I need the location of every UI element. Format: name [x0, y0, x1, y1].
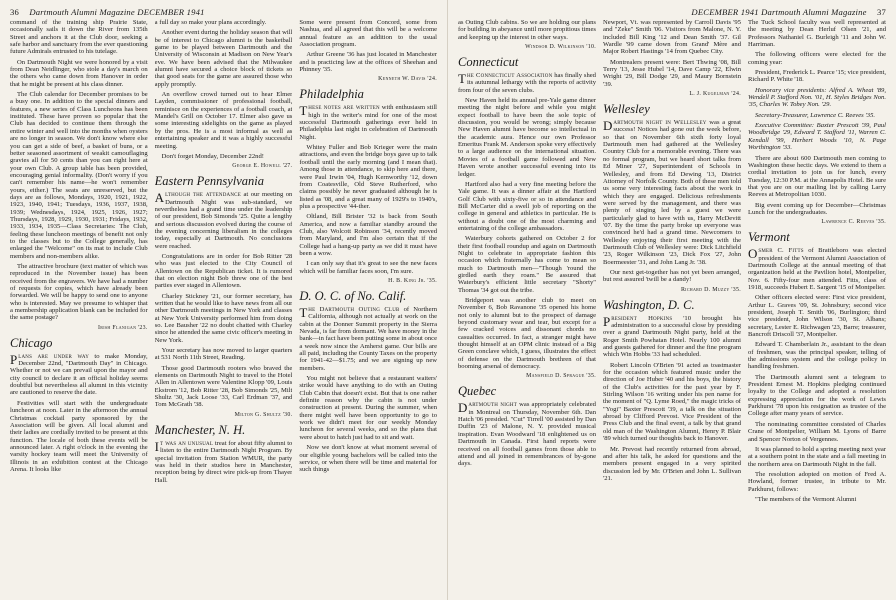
column-3	[299, 19, 437, 597]
paragraph: Bridgeport was another club to meet on November 6, Bob Ravanone '35 opened his home not only to alumni but to the prospect of damage beyond customary wear and tear, but except for a few cracked voices and dissonant chords no casualties occurred. In fact, a stranger might have thought himself at an OPM clinic instead of a Big Green conclave which, I guess, illustrates the effect of defense on the Dartmouth brethren of that booming arsenal of democracy.	[458, 297, 596, 371]
column-1	[10, 19, 148, 597]
lead-paragraph: Although the attendance at our meeting on Dartmouth Night was sub-standard, we nevertheless had a grand time under the leadership of our president, Bob Simonds '25. Quite a lengthy and serious discussion evolved during the course of the evening concerning liberalism in the colleges today, especially at Dartmouth. No conclusions were reached.	[154, 190, 293, 250]
paragraph: Montrealers present were: Bert Thwing '08, Bill Terry '13, Jesse Hubel '14, Dave Camp '22, Elwin Wright '29, Bill Dodge '29, and Maury Bornstein '39.	[603, 58, 741, 88]
lead-caps: lans are under way	[18, 352, 90, 360]
paragraph: Charley Stickney '21, our former secretary, has written that he would like to have news from all our other Dartmouth meetings in New York and classes at New York University performed him from doing so. Lee Bausher '22 no doubt chatted with Charley since he attended the same civic officer's meeting in New York.	[154, 292, 293, 344]
signature: Windsor D. Wilkinson '10.	[525, 44, 596, 51]
lead-paragraph: The Dartmouth Outing Club of Northern California, although not actually at work on the cabin at the Donner Summit property in the Sierra Nevada, is far from dormant. We have money in the bank—in fact have been putting some in about once a week now since the Amherst game. Our bills are all paid, including the County Taxes on the property for 1941-42—$1.75; and we are signing up new members.	[299, 304, 437, 372]
signature: Mansfield D. Sprague '35.	[526, 373, 596, 380]
paragraph: Oltland, Bill Brister '32 is back from South America, and now a familiar standby around the Club, also Wolcott Robinson '34, recently moved from Maryland, and I'm also certain that if the College had a hang-up party as we did it must have been a wow.	[299, 213, 437, 257]
paragraph: Other officers elected were: First vice president, Arthur L. Graves '09, St. Johnsbury; second vice president, Joseph T. Smith '06, Burlington; third vice president, John Wilson '30, St. Albans; secretary, Lester E. Richwagen '23, Barre; treasurer, Bancroft Driscoll '37, Montpelier.	[748, 294, 886, 339]
paragraph: Hartford also had a very fine meeting before the Yale game. It was a dinner affair at the Hartford Golf Club with sixty-five or so in attendance and Bill McCarter did a swell job of reporting on the college in general and athletics in particular. He is without a doubt one of the most charming and entertaining of the college ambassadors.	[458, 180, 596, 232]
issue-date: DECEMBER 1941	[137, 7, 205, 17]
lead-paragraph: It was an unusual treat for about fifty alumni to listen to the entire Dartmouth Night Program. By special invitation from Station WMUR, the party was held in their studios here in Manchester, reception being by direct wire pick-up from Thayer Hall.	[154, 438, 293, 484]
column-grid	[458, 19, 886, 597]
lead-text: has finally shed its autumnal lethargy with the reports of activity from four of the seven clubs.	[458, 72, 596, 94]
lead-paragraph: These notes are written with enthusiasm still high in the writer's mind for one of the most successful Dartmouth gatherings ever held in Philadelphia last night in celebration of Dartmouth Night.	[299, 103, 437, 141]
column-2	[603, 19, 741, 597]
column-2	[155, 19, 293, 597]
section-heading-vermont: Vermont	[748, 230, 790, 245]
paragraph: President, Frederick L. Pearce '15; vice president, Richard P. White '18.	[748, 69, 886, 84]
column-3	[748, 19, 886, 597]
lead-text: of Brattleboro was elected president of the Vermont Alumni Association of Dartmouth College at the annual meeting of that organization held at the Pavilion hotel, Montpelier, Nov. 6. Fifty-four men attended. Fitts, class of 1918, succeeds Hubert E. Sargent '15 of Montpelier.	[748, 247, 886, 291]
paragraph: as Outing Club cabins. So we are holding our plans for building in abeyance until more propitious times and keeping up the interest in other ways.	[458, 19, 596, 41]
section-heading-eastern-pennsylvania: Eastern Pennsylvania	[154, 174, 265, 189]
signature: Milton G. Shultz '30.	[234, 411, 293, 418]
lead-text: to make Monday, December 22nd, "Dartmouth Day" in Chicago. Whether or not we can prevail upon the mayor and city council to declare it an official holiday seems doubtful but nevertheless all alumni in this vicinity are cautioned to reserve the date.	[10, 352, 148, 397]
paragraph: Arthur Greene '36 has just located in Manchester and is practicing law at the offices of Sheehan and Phinney '35.	[299, 51, 437, 74]
lead-caps: smer C. Fitts	[758, 247, 804, 255]
signature: Richard D. Muzzy '35.	[680, 286, 741, 293]
magazine-title: Dartmouth Alumni Magazine	[761, 7, 867, 17]
issue-date: DECEMBER 1941	[691, 7, 759, 17]
signature: George E. Howell '27.	[232, 163, 293, 170]
signature: Lawrence C. Reeves '35.	[821, 219, 886, 226]
lead-text: was a great success! Notices had gone out the week before, so that on November 6th sixth forty loyal Dartmouth men had gathered at the Wellesley Country Club for a memorable evening. There was no formal program, but we heard short talks from Ed Miner '27, Superintendent of Schools in Wellesley, and from Ed Dewing '13, District Attorney of Norfolk County. Both of these men told us some very interesting facts about the work in which they are engaged. Delicious refreshments were served by the management, and there was plenty of singing led by a guest we were particularly glad to have with us, Harry McDevitt '07. By the time the party broke up everyone was convinced he'd had a grand time. Newcomers to Wellesley enjoying their first meeting with the Dartmouth Club of Wellesley were: Dick Litchfield '23, Roger Wilkinson '23, Dick Fox '27, John Boermeester '31, and John Lang Jr. '38.	[603, 119, 741, 266]
paragraph: The nominating committee consisted of Charles Crane of Montpelier, William M. Lyons of Barre and Spencer Norton of Vergennes.	[748, 420, 886, 443]
paragraph: Whitey Fuller and Bob Krieger were the main attractions, and even the bridge boys gave up to talk football until the early morning (and I mean that). Among those in attendance, to skip here and there, were Paul Irwin '04, Hugh Kernworthy '12, down from Coatesville, Old Steve Rutherford, who claims possibly he never graduated although he is listed as '08, and a great many of 1929's to 1940's, plus a prospective '44-ther.	[299, 144, 437, 210]
paragraph: The Tuck School faculty was well represented at the meeting by Dean Herluf Olsen '21, and Professors Nathaniel G. Burleigh '11 and John W. Harriman.	[748, 19, 886, 49]
lead-text: of Northern California, although not actually at work on the cabin at the Donner Summit property in the Sierra Nevada, is far from dormant. We have money in the bank—in fact have been putting some in about once a week now since the Amherst game. Our bills are all paid, including the County Taxes on the property for 1941-42—$1.75; and we are signing up new members.	[299, 305, 437, 372]
paragraph: You might not believe that a restaurant waiters' strike would have anything to do with an Outing Club Cabin that doesn't exist. But that is one rather definite reason why the cabin is not under construction at present. During the summer, when there might well have been opportunity to go to work we didn't meet for our weekly Monday luncheon for several weeks, and so the plans that were about to hatch just had to sit and wait.	[299, 375, 437, 441]
paragraph: On Dartmouth Night we were honored by a visit from Dean Neidlinger, who stole a day's march on the others who came down from Hanover in order that he might be present at his class dinner.	[10, 58, 148, 88]
paragraph: a full day so make your plans accordingly.	[154, 19, 267, 26]
paragraph: The following officers were elected for the coming year:	[748, 51, 886, 66]
paragraph: There are about 600 Dartmouth men coming to Washington these hectic days. We extend to them a cordial invitation to join us for lunch, every Tuesday, 12:30 P.M. at the Annapolis Hotel. Be sure that you are on our mailing list by calling Larry Reeves at Metropolitan 1030.	[748, 154, 886, 199]
paragraph: Festivities will start with the undergraduate luncheon at noon. Later in the afternoon the annual Christmas cocktail party sponsored by the Association will be given. All local alumni and their ladies are cordially invited to be present at this function. The locale of both these events will be announced later. A right o'clock in the evening the varsity hockey team will meet the University of Illinois in an exhibition contest at the Chicago Arena. It looks like	[10, 399, 148, 473]
page-number: 36	[10, 7, 19, 17]
paragraph: Robert Lincoln O'Brien '91 acted as toastmaster for the occasion which featured music under the direction of Joe Huber '40 and his boys, the history of the Club's activities for the past year by F. Stirling Wilson '16 writing under his pen name for the moment of "Q. Lyme Roed," the magic tricks of "Yogi" Baxter Prescott '39, a talk on the situation abroad by Clifford Prevost. Vice President of the Press Club and the final event, a talk by that grand old man of the Washington Alumni, Henry P. Blair '89 which turned our thoughts back to Hanover.	[603, 361, 741, 443]
paragraph: It was planned to hold a spring meeting next year at a southern point in the state and a fall meeting in the northern area on Dartmouth Night in the fall.	[748, 445, 886, 468]
paragraph: Executive Committee: Baxter Prescott '39, Paul Woodbridge '29, Edward T. Stafford '11, Warren C. Kendall '99, Herbert Woods '10, N. Page Worthington '33.	[748, 122, 886, 152]
page-header	[10, 5, 437, 19]
page-number: 37	[877, 7, 886, 17]
lead-paragraph: Osmer C. Fitts of Brattleboro was elected president of the Vermont Alumni Association of Dartmouth College at the annual meeting of that organization held at the Pavilion hotel, Montpelier, Nov. 6. Fifty-four men attended. Fitts, class of 1918, succeeds Hubert E. Sargent '15 of Montpelier.	[748, 246, 886, 291]
lead-caps: t was an unusual	[160, 439, 214, 447]
paragraph: Edward T. Chamberlain Jr., assistant to the dean of freshmen, was the principal speaker, telling of the admissions system and the college policy in handling freshmen.	[748, 341, 886, 371]
paragraph: Newport, Vt. was represented by Carroll Davis '95 and "Zeke" Smith '06. Visitors from Malone, N. Y. included Bill King '12 and Dean Smith '37. Gil Wardle '99 came down from Grand' Mère and Major Robert Hastings '14 from Quebec City.	[603, 19, 741, 56]
lead-caps: artmouth night in Wellesley	[613, 119, 707, 127]
paragraph: Waterbury cohorts gathered on October 2 for their first football roundup and again on Dartmouth Night to celebrate in appropriate fashion this occasion which fraternally has come to mean so much to Dartmouth men—"Though 'round the girdled earth they roam." Be assured that Waterbury's efficient little secretary "Shorty" Thomas '34 got out the tribe.	[458, 235, 596, 294]
paragraph: command of the training ship Prairie State, occasionally sails it down the River from 135th Street and anchors it at the Club door, seeking a safe harbor and sanctuary from the ever questioning future Admirals entrusted to his tutelage.	[10, 19, 148, 56]
paragraph: Some were present from Concord, some from Nashua, and all agreed that this will be a welcome annual feature as an addition to the usual Association program.	[299, 19, 437, 49]
lead-text: '10 brought his administration to a successful close by presiding over a grand Dartmouth Night party, held at the Roger Smith Powhatan Hotel. Nearly 100 alumni and guests gathered for dinner and the fine program which Win Hobbs '33 had scheduled.	[603, 314, 741, 359]
paragraph: Another event during the holiday season that will be of interest to Chicago alumni is the basketball game to be played between Dartmouth and the University of Wisconsin at Madison on New Year's eve. We have been advised that the Milwaukee alumni have secured a choice block of tickets so that good seats for the game are assured those who apply promptly.	[154, 29, 293, 88]
paragraph: The attractive brochure (text matter of which was reproduced in the November issue) has been received from the engravers. We have had a number of requests for copies, which have already been forwarded. We will be happy to send one to anyone who is interested. May we presume to whisper that a membership application blank can be included for the same postage?	[10, 263, 148, 322]
section-heading-quebec: Quebec	[458, 384, 497, 399]
lead-text: was appropriately celebrated in Montreal on Thursday, November 6th. Dan Hatch '06 presided. "Cut" Tirrell '00 assisted by Dan Duffin '23 of Malone, N. Y. provided musical inspiration. Evan Woodward '18 enlightened us on Dartmouth in Canada. First hand reports were received on all football games from those able to attend and all joined in remembrances of by-gone days.	[458, 401, 596, 468]
magazine-title: Dartmouth Alumni Magazine	[29, 7, 135, 17]
paragraph: Your secretary has now moved to larger quarters at 531 North 11th Street, Reading.	[154, 347, 293, 362]
lead-caps: resident Hopkins	[611, 314, 673, 322]
signature: L. J. Kugelman '24.	[689, 91, 741, 98]
lead-caps: he Connecticut Association	[466, 72, 553, 80]
lead-text: with enthusiasm still high in the writer's mind for one of the most successful Dartmouth gatherings ever held in Philadelphia last night in celebration of Dartmouth Night.	[299, 104, 437, 141]
signature: Irish Flanigan '23.	[98, 324, 148, 331]
paragraph: An overflow crowd turned out to hear Elmer Layden, commissioner of professional football, reminisce on the experiences of a football coach, at Mandel's Grill on October 17. Elmer also gave us some interesting sidelights on the game as played by the pros. He is a most informal as well as entertaining speaker and it was a highly successful meeting.	[154, 91, 293, 150]
lead-paragraph: Dartmouth night was appropriately celebrated in Montreal on Thursday, November 6th. Dan Hatch '06 presided. "Cut" Tirrell '00 assisted by Dan Duffin '23 of Malone, N. Y. provided musical inspiration. Evan Woodward '18 enlightened us on Dartmouth in Canada. First hand reports were received on all football games from those able to attend and all joined in remembrances of by-gone days.	[458, 400, 596, 468]
paragraph: The resolution adopted on motion of Fred A. Howland, former trustee, in tribute to Mr. Parkhurst, follows:	[748, 470, 886, 493]
section-heading-chicago: Chicago	[10, 335, 53, 350]
lead-caps: lthough the attendance	[165, 191, 241, 199]
lead-caps: he Dartmouth Outing Club	[308, 305, 400, 313]
paragraph: The Club calendar for December promises to be a busy one. In addition to the special dinners and features, a new series of Class Luncheons has been instituted. These have proven so popular that the Club has decided to continue them through the entire winter and well into the months when oysters are no longer in season. We don't know where else you can get a side of beef, a basket of buns, or a better seasoned assortment of weakit camouflaging gravies all for 50 cents than you can right here at your own Club. A group table has been provided, encouraging genial informality. (Don't worry if you can't remember his name—he won't remember yours, either.) The seats are unreserved, but the days are as follows, Mondays, 1920, 1921, 1922, 1923, 1940, 1941; Tuesdays, 1936, 1937, 1938, 1939; Wednesdays, 1924, 1925, 1926, 1927; Thursdays, 1928, 1929, 1930, 1931; Fridays, 1932, 1933, 1934, 1935—Class Secretaries: The Club, feeling these luncheon meetings of benefit not only to the classes but to the College generally, has enlarged the "Welcome" on its mat to include Club members and non-members alike.	[10, 91, 148, 260]
paragraph: The Dartmouth alumni sent a telegram to President Ernest M. Hopkins pledging continued loyalty to the College and adopted a resolution expressing appreciation for the work of Lewis Parkhurst '78 upon his resignation as trustee of the College after many years of service.	[748, 373, 886, 418]
right-page	[448, 0, 896, 600]
paragraph: Honorary vice presidents: Alfred A. Wheat '89, Wendell P. Stafford Non. '01, H. Styles Bridges Non. '35, Charles W. Tobey Non. '29.	[748, 86, 886, 109]
paragraph: Those good Dartmouth rooters who braved the elements on Dartmouth Night to travel to the Hotel Allen in Allentown were Valentine Klopp '09, Louis Ekstrom '12, Bob Ritter '28, Bob Simonds '25, Milt Shultz '30, Jack Loose '33, Carl Erdman '37, and Tom McGrath '38.	[154, 364, 293, 409]
section-heading-doc-no-calif: D. O. C. of No. Calif.	[299, 288, 407, 303]
lead-caps: artmouth night	[468, 401, 517, 409]
lead-text: at our meeting on Dartmouth Night was sub-standard, we nevertheless had a grand time under the leadership of our president, Bob Simonds '25. Quite a lengthy and serious discussion evolved during the course of the evening concerning liberalism in the colleges today, especially at Dartmouth. No conclusions were reached.	[154, 191, 293, 250]
paragraph: Congratulations are in order for Bob Ritter '28 who was just elected to the City Council of Allentown on the Republican ticket. It is rumored that on election night Bob threw one of the best parties ever staged in Allentown.	[154, 252, 293, 290]
lead-paragraph: Dartmouth night in Wellesley was a great success! Notices had gone out the week before, so that on November 6th sixth forty loyal Dartmouth men had gathered at the Wellesley Country Club for a memorable evening. There was no formal program, but we heard short talks from Ed Miner '27, Superintendent of Schools in Wellesley, and from Ed Dewing '13, District Attorney of Norfolk County. Both of these men told us some very interesting facts about the work in which they are engaged. Delicious refreshments were served by the management, and there was plenty of singing led by a guest we were particularly glad to have with us, Harry McDevitt '07. By the time the party broke up everyone was convinced he'd had a grand time. Newcomers to Wellesley enjoying their first meeting with the Dartmouth Club of Wellesley were: Dick Litchfield '23, Roger Wilkinson '23, Dick Fox '27, John Boermeester '31, and John Lang Jr. '38.	[603, 118, 741, 266]
section-heading-connecticut: Connecticut	[458, 55, 519, 70]
paragraph: Our next get-together has not yet been arranged, but rest assured 'twill be a dandy!	[603, 268, 741, 284]
lead-paragraph: Plans are under way to make Monday, December 22nd, "Dartmouth Day" in Chicago. Whether or not we can prevail upon the mayor and city council to declare it an official holiday seems doubtful but nevertheless all alumni in this vicinity are cautioned to reserve the date.	[10, 351, 148, 397]
paragraph: Secretary-Treasurer, Lawrence C. Reeves '35.	[755, 111, 876, 119]
section-heading-washington: Washington, D. C.	[603, 297, 695, 312]
signature: Kenneth W. Davis '24.	[378, 76, 437, 83]
lead-paragraph: President Hopkins '10 brought his administration to a successful close by presiding over a grand Dartmouth Night party, held at the Roger Smith Powhatan Hotel. Nearly 100 alumni and guests gathered for dinner and the fine program which Win Hobbs '33 had scheduled.	[603, 313, 741, 359]
paragraph: Mr. Prevost had recently returned from abroad, and after his talk, he asked for questions and the members present engaged in a very spirited discussion led by Mr. O'Brien and John L. Sullivan '21.	[603, 445, 741, 482]
lead-paragraph: The Connecticut Association has finally shed its autumnal lethargy with the reports of activity from four of the seven clubs.	[458, 71, 596, 94]
paragraph: "The members of the Vermont Alumni	[755, 495, 857, 503]
section-heading-manchester: Manchester, N. H.	[154, 422, 246, 437]
paragraph: I can only say that it's great to see the new faces which will be familiar faces soon, I'm sure.	[299, 260, 437, 275]
section-heading-philadelphia: Philadelphia	[299, 87, 364, 102]
lead-caps: hese notes are written	[308, 104, 380, 112]
lead-text: treat for about fifty alumni to listen to the entire Dartmouth Night Program. By special invitation from Station WMUR, the party was held in their studios here in Manchester, reception being by direct wire pick-up from Thayer Hall.	[154, 439, 293, 484]
column-1	[458, 19, 596, 597]
page-header	[458, 5, 886, 19]
paragraph: Now we don't know at what moment several of our eligible young bachelors will be called into the service, or when there will be time and material for such things	[299, 444, 437, 474]
section-heading-wellesley: Wellesley	[603, 102, 650, 117]
paragraph: Don't forget Monday, December 22nd!	[161, 152, 264, 160]
signature: H. B. King Jr. '35.	[388, 277, 437, 284]
paragraph: New Haven held its annual pre-Yale game dinner meeting the night before and while you might expect football to have been the sole topic of discussion, you would be wrong; simply because New Haven alumni have become so intellectual in the academic aura. Hence our own Professor Emeritus Frank M. Anderson spoke very effectively to a large audience on the international situation. Movies of a football game followed and New Haven wrote another successful evening into its ledger.	[458, 97, 596, 178]
paragraph: Big event coming up for December—Christmas Lunch for the undergraduates.	[748, 201, 886, 216]
column-grid	[10, 19, 437, 597]
